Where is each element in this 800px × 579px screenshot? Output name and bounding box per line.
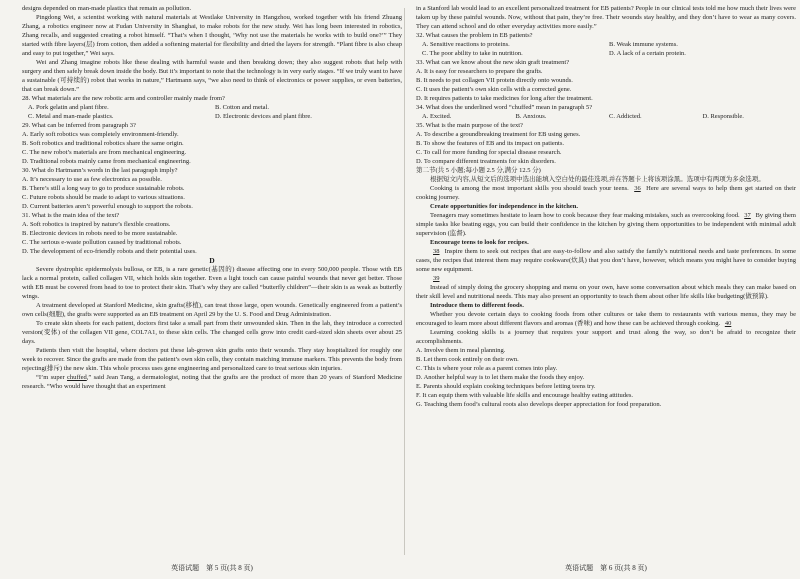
cloze-text: Teenagers may sometimes hesitate to learn how to cook because they fear making mistakes, such as overcooking food. (430, 212, 742, 219)
question-35: 35. What is the main purpose of the text? (416, 122, 523, 129)
option: C. Metal and man-made plastics. (28, 113, 114, 120)
blank-40: 40 (724, 320, 732, 327)
blank-38: 38 (433, 248, 440, 255)
cloze-text: Inspire them to seek out recipes that are easy-to-follow and also satisfy the family’s nutritional needs and taste preferences. In some cases, the recipes that interest them may require cookware(炊具) that you don’t have, however, which means you might have to consider buying some new equipment. (416, 248, 796, 273)
paragraph-continued: in a Stanford lab would lead to an excellent personalized treatment for EB patients? People in our clinical tests told me how much their lives were taken up by these painful wounds. Now, without that pain, they’re free. Their wounds stay healthy, and they don’t have to wear as many covers. They can attend school and do other everyday activities more easily.” (416, 5, 796, 30)
paragraph-pingdong: Pingdong Wei, a scientist working with natural materials at Westlake University in Hangzhou, worked together with his friend Zhuang Zhang, a robotics engineer now at Fudan University in Shanghai, to make robots for the new study. Wei has long been interested in robotics, Zhang recalls, and suggested creating a robot himself. “That’s when I thought, ‘Why not use the materials he works with to build one?’” They started with fibre layers(层) from cotton, then added a softening material for flexibility and dried the layers for strength. “Plant fibre is also cheap and easy to put together,” Wei says. (22, 14, 402, 57)
option: C. Addicted. (609, 113, 642, 120)
option: A. It’s necessary to use as few electronics as possible. (22, 176, 162, 183)
option: D. Current batteries aren’t powerful enough to support the robots. (22, 203, 193, 210)
paragraph-d5-start: “I’m super (36, 374, 68, 381)
cloze-option: D. Another helpful way is to let them make the foods they enjoy. (416, 374, 585, 381)
paragraph-d2: A treatment developed at Stanford Medicine, skin grafts(移植), can treat those large, open wounds. Genetically engineered from a patient’s own cells(细胞), the grafts were supported as an EB treatment on April 29 by the U. S. Food and Drug Administration. (22, 302, 402, 318)
cloze-paragraph-2 (416, 211, 796, 238)
paragraph-d4: Patients then visit the hospital, where doctors put these lab-grown skin grafts onto their wounds. They stay hospitalized for roughly one week to recover. Since the grafts are made from the patient’s own skin cells, they contain matching immune markers. This prevents the body from rejecting(排斥) the new skin. This whole process uses gene engineering and personalized care to treat serious skin injuries. (22, 347, 402, 372)
cloze-option: C. This is where your role as a parent comes into play. (416, 365, 558, 372)
option: A. Early soft robotics was completely environment-friendly. (22, 131, 179, 138)
paragraph-d1: Severe dystrophic epidermolysis bullosa, or EB, is a rare genetic(基因的) disease affecting one in every 500,000 people. Those with EB lack a normal protein, called collagen VII, which holds skin together. Even a light touch can cause painful wounds that never get better. Those with EB must be covered from head to toe to protect their skin. That’s why they are called “butterfly children”—their skin is as weak as butterfly wings. (22, 266, 402, 300)
cloze-paragraph-3 (416, 247, 796, 274)
question-33: 33. What can we know about the new skin graft treatment? (416, 59, 570, 66)
question-32-options (422, 49, 796, 58)
question-32-options (422, 40, 796, 49)
blank-37: 37 (744, 212, 751, 219)
option: D. To compare different treatments for skin disorders. (416, 158, 556, 165)
cloze-paragraph-6: Learning cooking skills is a journey that requires your support and trust along the way, so don’t be afraid to recognize their accomplishments. (416, 329, 796, 345)
section-d-heading: D (209, 256, 215, 265)
option: C. To call for more funding for special disease research. (416, 149, 562, 156)
paragraph-d5 (22, 373, 402, 391)
page-footer: 英语试题 第 6 页(共 8 页) (565, 564, 647, 572)
option: B. It needs to put collagen VII protein directly onto wounds. (416, 77, 573, 84)
underlined-word: chuffed (67, 374, 87, 381)
question-31: 31. What is the main idea of the text? (22, 212, 120, 219)
cloze-option: G. Teaching them food’s cultural roots also develops deeper appreciation for food preparation. (416, 401, 662, 408)
option: C. The new robot’s materials are from mechanical engineering. (22, 149, 187, 156)
option: B. There’s still a long way to go to produce sustainable robots. (22, 185, 185, 192)
option: D. Electronic devices and plant fibre. (215, 113, 312, 120)
option: D. The development of eco-friendly robots and their potential uses. (22, 248, 197, 255)
option: B. Weak immune systems. (609, 41, 678, 48)
question-34-options (422, 112, 796, 121)
option: C. Future robots should be made to adapt to various situations. (22, 194, 185, 201)
part2-title: 第二节(共 5 小题;每小题 2.5 分,满分 12.5 分) (416, 167, 541, 174)
option: A. It is easy for researchers to prepare the grafts. (416, 68, 543, 75)
blank-39-line (416, 274, 796, 283)
blank-36: 36 (634, 185, 641, 192)
option: B. Soft robotics and traditional robotics share the same origin. (22, 140, 184, 147)
page-footer: 英语试题 第 5 页(共 8 页) (171, 564, 253, 572)
option: B. Electronic devices in robots need to be more sustainable. (22, 230, 178, 237)
right-page (416, 0, 796, 579)
option: C. The poor ability to take in nutrition. (422, 50, 523, 57)
cloze-paragraph-1 (416, 184, 796, 202)
paragraph-d3: To create skin sheets for each patient, doctors first take a small part from their unwounded skin. Then in the lab, they introduce a corrected version(变体) of the collagen VII gene, COL7A1, to these skin cells. The changed cells grow into credit card-sized skin sheets over about 25 days. (22, 320, 402, 345)
paragraph-d5-end: ,” said Jean Tang, a dermatologist, noting that the grafts are the product of more than 20 years of Stanford Medicine research. “Who would have thought that an experiment (22, 374, 402, 390)
cloze-text: Cooking is among the most important skills you should teach your teens. (430, 185, 632, 192)
question-28-options (28, 103, 402, 112)
option: A. Pork gelatin and plant fibre. (28, 104, 109, 111)
blank-39: 39 (433, 275, 440, 282)
question-30: 30. What do Hartmann’s words in the last paragraph imply? (22, 167, 178, 174)
option: B. To show the features of EB and its impact on patients. (416, 140, 564, 147)
cloze-option: F. It can equip them with valuable life skills and encourage healthy eating attitudes. (416, 392, 633, 399)
subheading-foods: Introduce them to different foods. (430, 302, 524, 309)
cloze-option: E. Parents should explain cooking techniques before letting teens try. (416, 383, 596, 390)
option: D. Responsible. (702, 113, 744, 120)
subheading-independence: Create opportunities for independence in the kitchen. (430, 203, 578, 210)
option: B. Anxious. (515, 113, 547, 120)
option: D. Traditional robots mainly came from mechanical engineering. (22, 158, 191, 165)
question-34: 34. What does the underlined word “chuffed” mean in paragraph 5? (416, 104, 593, 111)
cloze-text: Here are several ways to help them get started on their cooking journey. (416, 185, 796, 201)
option: A. Soft robotics is inspired by nature’s flexible creations. (22, 221, 171, 228)
cloze-paragraph-5 (416, 310, 796, 328)
cloze-paragraph-4: Instead of simply doing the grocery shopping and menu on your own, have some conversation about which meals they can make based on their skill level and nutritional needs. This may also present an opportunity to teach them about other life skills like budgeting(做预算). (416, 284, 796, 300)
option: B. Cotton and metal. (215, 104, 269, 111)
cloze-option: A. Involve them in meal planning. (416, 347, 506, 354)
subheading-recipes: Encourage teens to look for recipes. (430, 239, 529, 246)
option: A. Excited. (422, 113, 452, 120)
page-divider (404, 8, 405, 555)
question-28-options (28, 112, 402, 121)
question-28: 28. What materials are the new robotic arm and controller mainly made from? (22, 95, 225, 102)
left-page (22, 0, 402, 579)
question-29: 29. What can be inferred from paragraph 3? (22, 122, 136, 129)
cloze-option: B. Let them cook entirely on their own. (416, 356, 519, 363)
option: A. To describe a groundbreaking treatment for EB using genes. (416, 131, 581, 138)
paragraph-intro: designs depended on man-made plastics that remain as pollution. (22, 5, 192, 12)
option: C. The serious e-waste pollution caused by traditional robots. (22, 239, 182, 246)
paragraph-weizhang: Wei and Zhang imagine robots like these dealing with harmful waste and then breaking down; they also suggest robots that help with surgery and then safely break down inside the body. But it’s important to note that the technology is in very early stages. “If we truly want to have a sustainable (可持续的) robot that works in nature,” Hartmann says, “we also need to think of electronics or power supplies, or even batteries, that can break down.” (22, 59, 402, 93)
question-32: 32. What causes the problem in EB patients? (416, 32, 533, 39)
option: D. It requires patients to take medicines for long after the treatment. (416, 95, 593, 102)
cloze-text: Whether you devote certain days to cooking foods from other cultures or take them to restaurants with various menus, they may be encouraged to learn more about different flavors and aromas (香味) and how these can be achieved through cooking. (416, 311, 796, 327)
option: A. Sensitive reactions to proteins. (422, 41, 510, 48)
part2-instructions: 根据短文内容,从短文后的选项中选出能填入空白处的最佳选项,并在答题卡上将该项涂黑。选项中有两项为多余选项。 (430, 176, 765, 183)
cloze-text: By giving them simple tasks like beating eggs, you can build their confidence in the kitchen by giving them opportunities to be independent with minimal adult supervision (监督). (416, 212, 796, 237)
option: D. A lack of a certain protein. (609, 50, 686, 57)
option: C. It uses the patient’s own skin cells with a corrected gene. (416, 86, 572, 93)
